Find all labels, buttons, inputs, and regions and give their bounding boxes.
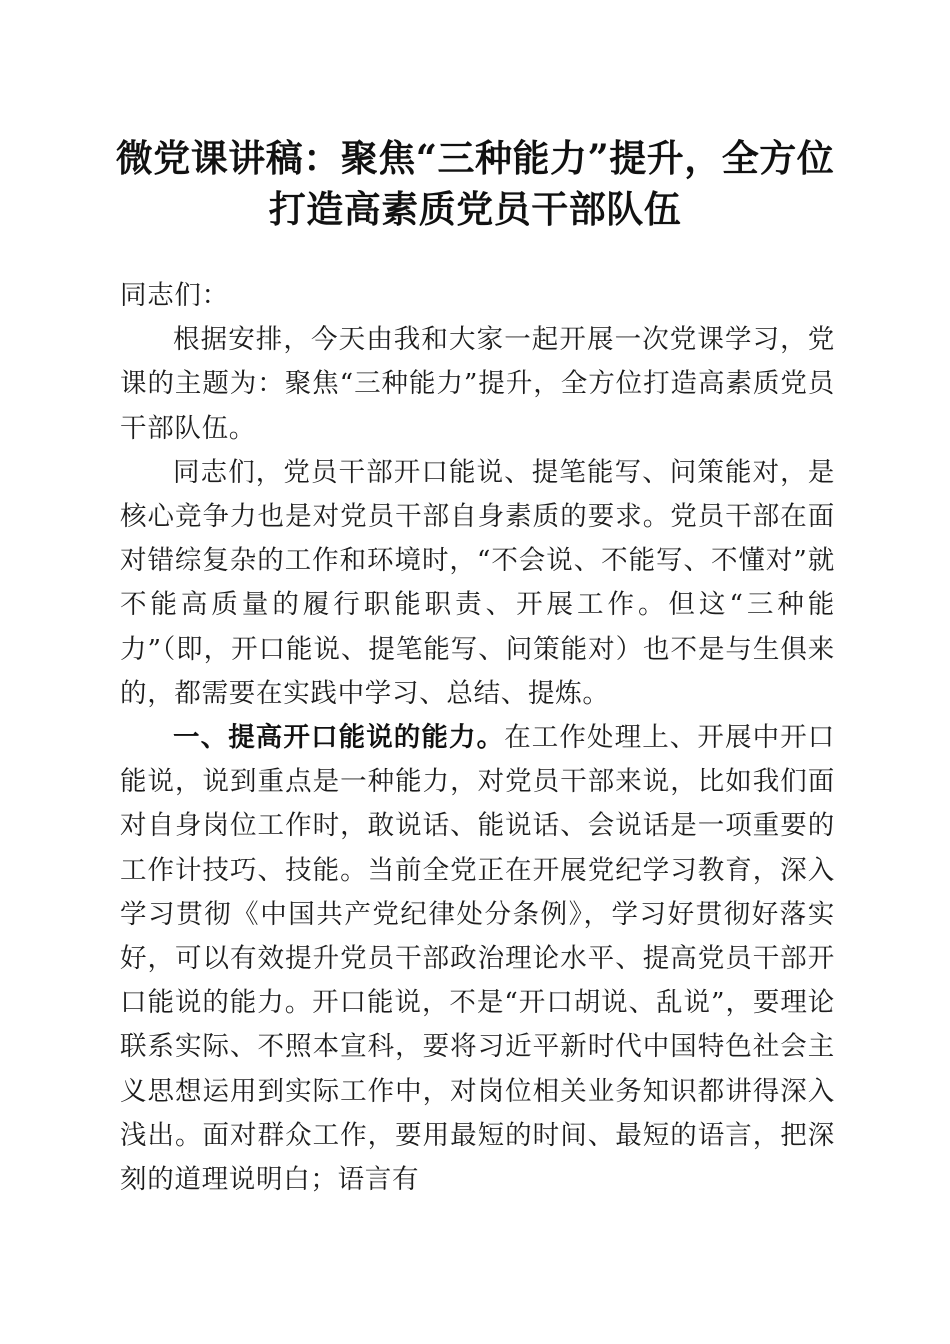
section-1-text: 在工作处理上、开展中开口能说，说到重点是一种能力，对党员干部来说，比如我们面对自身岗位工作时，敢说话、能说话、会说话是一项重要的工作计技巧、技能。当前全党正在开展党纪学习教育，深入学习贯彻《中国共产党纪律处分条例》，学习好贯彻好落实好，可以有效提升党员干部政治理论水平、提高党员干部开口能说的能力。开口能说，不是“开口胡说、乱说”，要理论联系实际、不照本宣科，要将习近平新时代中国特色社会主义思想运用到实际工作中，对岗位相关业务知识都讲得深入浅出。面对群众工作，要用最短的时间、最短的语言，把深刻的道理说明白；语言有: [120, 722, 835, 1196]
section-1-paragraph: [120, 716, 835, 1202]
salutation: 同志们：: [120, 280, 229, 311]
section-1-heading: 一、提高开口能说的能力。: [173, 722, 505, 754]
document-title: [100, 133, 850, 235]
paragraph-overview: 同志们，党员干部开口能说、提笔能写、问策能对，是核心竞争力也是对党员干部自身素质的要求。党员干部在面对错综复杂的工作和环境时，“不会说、不能写、不懂对”就不能高质量的履行职能职责、开展工作。但这“三种能力”（即，开口能说、提笔能写、问策能对）也不是与生俱来的，都需要在实践中学习、总结、提炼。: [120, 456, 835, 709]
paragraph-intro: 根据安排，今天由我和大家一起开展一次党课学习，党课的主题为：聚焦“三种能力”提升，全方位打造高素质党员干部队伍。: [120, 324, 835, 444]
document-body: [120, 274, 835, 1202]
title-line-1: 微党课讲稿：聚焦“三种能力”提升，全方位: [115, 136, 835, 180]
title-line-2: 打造高素质党员干部队伍: [268, 187, 682, 231]
